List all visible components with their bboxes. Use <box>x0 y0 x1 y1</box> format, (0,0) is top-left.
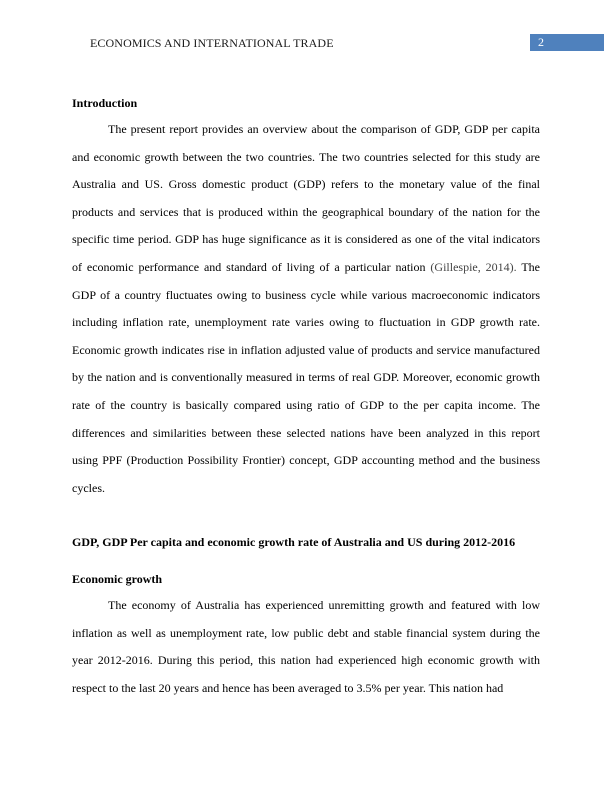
page-number-badge: 2 <box>530 34 604 51</box>
introduction-paragraph <box>72 116 540 502</box>
intro-text-part-a: The present report provides an overview about the comparison of GDP, GDP per capita and economic growth between the two countries. The two countries selected for this study are Australia and US. Gross domestic product (GDP) refers to the monetary value of the final products and services that is produced within the geographical boundary of the nation for the specific time period. GDP has huge significance as it is considered as one of the vital indicators of economic performance and standard of living of a particular nation <box>72 122 540 274</box>
intro-citation: (Gillespie, 2014). <box>430 259 517 274</box>
introduction-heading: Introduction <box>72 96 138 110</box>
intro-text-part-b: The GDP of a country fluctuates owing to business cycle while various macroeconomic indicators including inflation rate, unemployment rate varies owing to fluctuation in GDP growth rate. Economic growth indicates rise in inflation adjusted value of products and service manufactured by the nation and is conventionally measured in terms of real GDP. Moreover, economic growth rate of the country is basically compared using ratio of GDP to the per capita income. The differences and similarities between these selected nations have been analyzed in this report using PPF (Production Possibility Frontier) concept, GDP accounting method and the business cycles. <box>72 259 540 495</box>
economic-growth-heading: Economic growth <box>72 572 163 586</box>
economic-growth-paragraph: The economy of Australia has experienced unremitting growth and featured with low inflation as well as unemployment rate, low public debt and stable financial system during the year 2012-2016. During this period, this nation had experienced high economic growth with respect to the last 20 years and hence has been averaged to 3.5% per year. This nation had <box>72 598 540 695</box>
running-head-title: ECONOMICS AND INTERNATIONAL TRADE <box>90 36 334 50</box>
gdp-section-heading: GDP, GDP Per capita and economic growth rate of Australia and US during 2012-2016 <box>72 535 516 549</box>
